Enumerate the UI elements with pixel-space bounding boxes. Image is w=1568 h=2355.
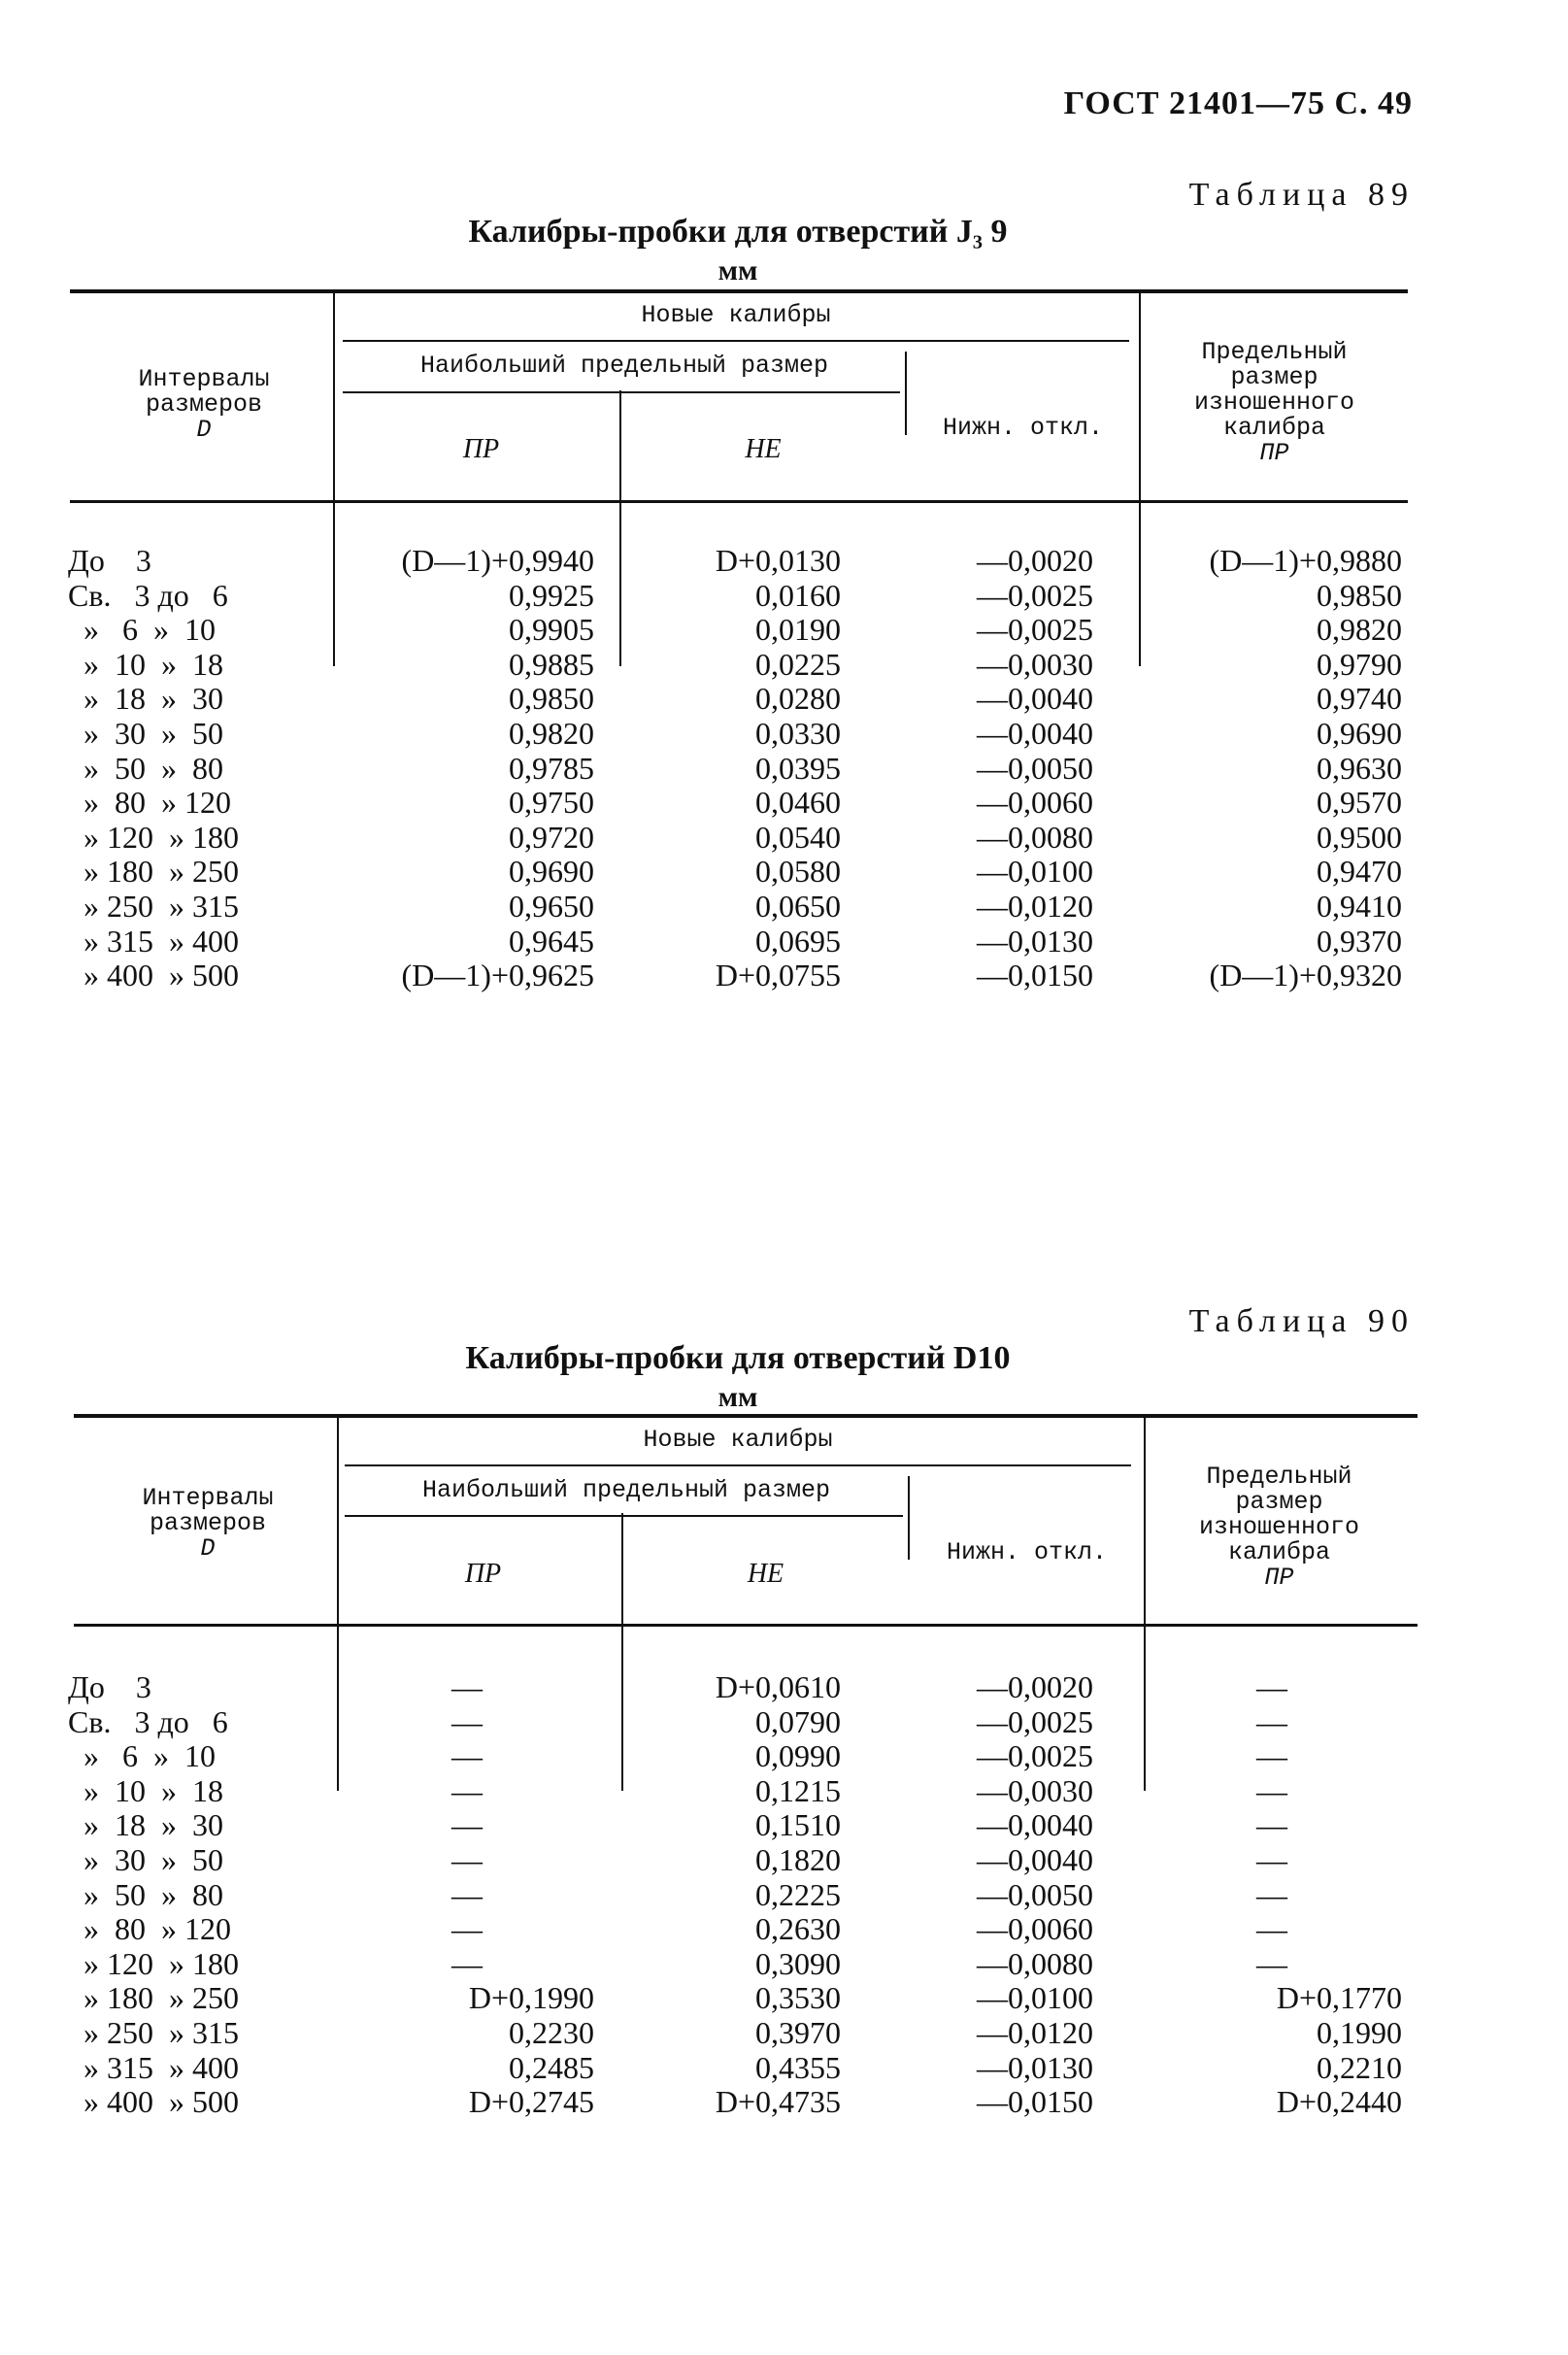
cell-ne: 0,2225 — [755, 1876, 841, 1912]
table-row — [0, 890, 1456, 924]
cell-pr: — — [451, 1772, 483, 1808]
cell-ne: 0,0580 — [755, 854, 841, 890]
cell-ne: 0,0790 — [755, 1703, 841, 1739]
cell-worn: 0,2210 — [1317, 2049, 1402, 2085]
header-max-size: Наибольший предельный размер — [419, 352, 829, 380]
header-pr: ПР — [462, 434, 500, 464]
table-number: Таблица 90 — [1188, 1303, 1415, 1339]
table-unit: мм — [717, 254, 758, 286]
cell-ne: 0,0650 — [755, 889, 841, 924]
cell-worn: 0,9570 — [1317, 785, 1402, 821]
table-row — [0, 1739, 1456, 1773]
cell-lower-dev: —0,0080 — [977, 819, 1093, 855]
cell-interval: » 6 » 10 — [68, 1738, 216, 1774]
header-worn-limit: Предельный размер изношенного калибра ПР — [1198, 1463, 1360, 1592]
cell-pr: — — [451, 1876, 483, 1912]
header-pr: ПР — [464, 1559, 502, 1589]
page-header: ГОСТ 21401—75 С. 49 — [1063, 85, 1413, 121]
cell-ne: D+0,0130 — [715, 543, 841, 578]
cell-pr: 0,2485 — [509, 2049, 594, 2085]
cell-interval: » 400 » 500 — [68, 2084, 239, 2120]
table-row — [0, 1843, 1456, 1877]
cell-pr: 0,9850 — [509, 681, 594, 717]
cell-pr: 0,9650 — [509, 889, 594, 924]
cell-interval: » 30 » 50 — [68, 716, 223, 751]
table-row — [0, 752, 1456, 786]
table-unit: мм — [717, 1381, 758, 1413]
cell-ne: 0,2630 — [755, 1911, 841, 1947]
hdr-line — [345, 1464, 1131, 1466]
cell-worn: 0,9370 — [1317, 923, 1402, 959]
cell-worn: — — [1256, 1669, 1287, 1704]
cell-interval: » 30 » 50 — [68, 1842, 223, 1877]
cell-interval: » 10 » 18 — [68, 1772, 223, 1808]
cell-worn: — — [1256, 1772, 1287, 1808]
cell-worn: — — [1256, 1807, 1287, 1843]
cell-pr: 0,9720 — [509, 819, 594, 855]
cell-interval: » 315 » 400 — [68, 2049, 239, 2085]
cell-lower-dev: —0,0150 — [977, 2084, 1093, 2120]
table-row — [0, 2085, 1456, 2119]
cell-worn: — — [1256, 1945, 1287, 1981]
cell-pr: 0,2230 — [509, 2015, 594, 2050]
cell-pr: (D—1)+0,9940 — [401, 543, 594, 578]
cell-interval: » 10 » 18 — [68, 646, 223, 682]
cell-ne: 0,3530 — [755, 1980, 841, 2016]
header-lower-dev: Нижн. откл. — [942, 414, 1104, 442]
header-intervals: Интервалы размеров D — [138, 365, 270, 444]
header-worn-limit: Предельный размер изношенного калибра ПР — [1193, 338, 1355, 467]
cell-pr: 0,9750 — [509, 785, 594, 821]
cell-lower-dev: —0,0100 — [977, 854, 1093, 890]
cell-lower-dev: —0,0025 — [977, 1703, 1093, 1739]
table-row — [0, 544, 1456, 578]
header-max-size: Наибольший предельный размер — [421, 1476, 831, 1504]
cell-interval: » 315 » 400 — [68, 923, 239, 959]
table-row — [0, 855, 1456, 889]
cell-worn: 0,9410 — [1317, 889, 1402, 924]
cell-lower-dev: —0,0130 — [977, 923, 1093, 959]
cell-pr: — — [451, 1945, 483, 1981]
cell-ne: 0,1215 — [755, 1772, 841, 1808]
cell-lower-dev: —0,0030 — [977, 1772, 1093, 1808]
cell-pr: D+0,1990 — [468, 1980, 594, 2016]
cell-pr: — — [451, 1669, 483, 1704]
cell-interval: » 6 » 10 — [68, 612, 216, 648]
cell-interval: » 80 » 120 — [68, 1911, 231, 1947]
cell-interval: » 180 » 250 — [68, 1980, 239, 2016]
table-row — [0, 1981, 1456, 2015]
cell-interval: » 18 » 30 — [68, 681, 223, 717]
cell-pr: 0,9885 — [509, 646, 594, 682]
cell-lower-dev: —0,0030 — [977, 646, 1093, 682]
cell-worn: 0,9630 — [1317, 750, 1402, 786]
cell-interval: » 180 » 250 — [68, 854, 239, 890]
cell-ne: 0,0160 — [755, 577, 841, 613]
table-row — [0, 2016, 1456, 2050]
cell-pr: D+0,2745 — [468, 2084, 594, 2120]
cell-lower-dev: —0,0150 — [977, 958, 1093, 993]
cell-ne: D+0,0610 — [715, 1669, 841, 1704]
cell-lower-dev: —0,0040 — [977, 681, 1093, 717]
cell-lower-dev: —0,0040 — [977, 1807, 1093, 1843]
cell-worn: — — [1256, 1911, 1287, 1947]
cell-worn: 0,1990 — [1317, 2015, 1402, 2050]
cell-lower-dev: —0,0060 — [977, 785, 1093, 821]
cell-ne: 0,0280 — [755, 681, 841, 717]
table-row — [0, 1705, 1456, 1739]
header-bottom-rule — [74, 1624, 1418, 1627]
cell-interval: » 250 » 315 — [68, 2015, 239, 2050]
cell-pr: 0,9785 — [509, 750, 594, 786]
cell-interval: » 80 » 120 — [68, 785, 231, 821]
table-row — [0, 821, 1456, 855]
cell-ne: 0,1510 — [755, 1807, 841, 1843]
cell-pr: 0,9690 — [509, 854, 594, 890]
cell-lower-dev: —0,0120 — [977, 889, 1093, 924]
cell-lower-dev: —0,0120 — [977, 2015, 1093, 2050]
cell-lower-dev: —0,0050 — [977, 750, 1093, 786]
table-row — [0, 1878, 1456, 1912]
cell-interval: » 50 » 80 — [68, 1876, 223, 1912]
cell-pr: 0,9645 — [509, 923, 594, 959]
cell-pr: 0,9820 — [509, 716, 594, 751]
cell-ne: 0,0395 — [755, 750, 841, 786]
header-lower-dev: Нижн. откл. — [946, 1538, 1108, 1566]
cell-lower-dev: —0,0025 — [977, 577, 1093, 613]
header-new-gauges: Новые калибры — [641, 301, 831, 329]
table-title: Калибры-пробки для отверстий J₃ 9 — [468, 214, 1008, 250]
cell-worn: — — [1256, 1703, 1287, 1739]
cell-worn: 0,9470 — [1317, 854, 1402, 890]
table-row — [0, 1947, 1456, 1981]
cell-ne: 0,0225 — [755, 646, 841, 682]
cell-lower-dev: —0,0050 — [977, 1876, 1093, 1912]
cell-ne: 0,0460 — [755, 785, 841, 821]
cell-lower-dev: —0,0025 — [977, 1738, 1093, 1774]
cell-interval: Св. 3 до 6 — [68, 577, 228, 613]
header-bottom-rule — [70, 500, 1408, 503]
cell-lower-dev: —0,0025 — [977, 612, 1093, 648]
cell-ne: 0,0190 — [755, 612, 841, 648]
cell-worn: D+0,1770 — [1276, 1980, 1402, 2016]
cell-pr: — — [451, 1738, 483, 1774]
table-row — [0, 786, 1456, 820]
cell-pr: — — [451, 1842, 483, 1877]
cell-lower-dev: —0,0020 — [977, 1669, 1093, 1704]
table-row — [0, 1912, 1456, 1946]
hdr-line — [343, 391, 900, 393]
cell-ne: D+0,0755 — [715, 958, 841, 993]
header-new-gauges: Новые калибры — [643, 1426, 833, 1454]
hdr-line — [343, 340, 1129, 342]
cell-worn: D+0,2440 — [1276, 2084, 1402, 2120]
table-row — [0, 925, 1456, 959]
cell-interval: » 18 » 30 — [68, 1807, 223, 1843]
cell-worn: 0,9790 — [1317, 646, 1402, 682]
table-row — [0, 717, 1456, 751]
cell-lower-dev: —0,0020 — [977, 543, 1093, 578]
cell-worn: 0,9820 — [1317, 612, 1402, 648]
cell-ne: 0,1820 — [755, 1842, 841, 1877]
cell-worn: 0,9500 — [1317, 819, 1402, 855]
cell-ne: 0,0695 — [755, 923, 841, 959]
cell-interval: » 50 » 80 — [68, 750, 223, 786]
cell-worn: (D—1)+0,9880 — [1209, 543, 1402, 578]
cell-pr: 0,9905 — [509, 612, 594, 648]
table-row — [0, 1774, 1456, 1808]
cell-pr: — — [451, 1911, 483, 1947]
table-row — [0, 579, 1456, 613]
cell-pr: (D—1)+0,9625 — [401, 958, 594, 993]
cell-worn: (D—1)+0,9320 — [1209, 958, 1402, 993]
cell-worn: — — [1256, 1876, 1287, 1912]
cell-interval: До 3 — [68, 543, 151, 578]
top-rule — [74, 1414, 1418, 1418]
cell-worn: 0,9690 — [1317, 716, 1402, 751]
cell-interval: » 120 » 180 — [68, 819, 239, 855]
cell-lower-dev: —0,0060 — [977, 1911, 1093, 1947]
header-ne: НЕ — [747, 1559, 784, 1589]
cell-ne: 0,0330 — [755, 716, 841, 751]
cell-interval: » 400 » 500 — [68, 958, 239, 993]
cell-worn: — — [1256, 1738, 1287, 1774]
cell-ne: 0,3970 — [755, 2015, 841, 2050]
top-rule — [70, 289, 1408, 293]
cell-lower-dev: —0,0080 — [977, 1945, 1093, 1981]
cell-ne: 0,4355 — [755, 2049, 841, 2085]
table-row — [0, 613, 1456, 647]
cell-worn: 0,9850 — [1317, 577, 1402, 613]
cell-interval: » 250 » 315 — [68, 889, 239, 924]
table-row — [0, 682, 1456, 716]
table-row — [0, 2051, 1456, 2085]
table-row — [0, 1670, 1456, 1704]
table-row — [0, 1808, 1456, 1842]
hdr-line — [345, 1515, 903, 1517]
header-intervals: Интервалы размеров D — [142, 1484, 274, 1563]
cell-ne: 0,0540 — [755, 819, 841, 855]
cell-ne: 0,0990 — [755, 1738, 841, 1774]
cell-lower-dev: —0,0130 — [977, 2049, 1093, 2085]
cell-ne: D+0,4735 — [715, 2084, 841, 2120]
cell-pr: — — [451, 1807, 483, 1843]
table-title: Калибры-пробки для отверстий D10 — [465, 1340, 1011, 1376]
table-number: Таблица 89 — [1188, 177, 1415, 213]
table-row — [0, 648, 1456, 682]
cell-lower-dev: —0,0040 — [977, 716, 1093, 751]
cell-interval: До 3 — [68, 1669, 151, 1704]
cell-interval: » 120 » 180 — [68, 1945, 239, 1981]
cell-worn: 0,9740 — [1317, 681, 1402, 717]
cell-ne: 0,3090 — [755, 1945, 841, 1981]
cell-pr: — — [451, 1703, 483, 1739]
cell-pr: 0,9925 — [509, 577, 594, 613]
header-ne: НЕ — [745, 434, 782, 464]
cell-lower-dev: —0,0100 — [977, 1980, 1093, 2016]
cell-worn: — — [1256, 1842, 1287, 1877]
cell-interval: Св. 3 до 6 — [68, 1703, 228, 1739]
cell-lower-dev: —0,0040 — [977, 1842, 1093, 1877]
table-row — [0, 959, 1456, 992]
